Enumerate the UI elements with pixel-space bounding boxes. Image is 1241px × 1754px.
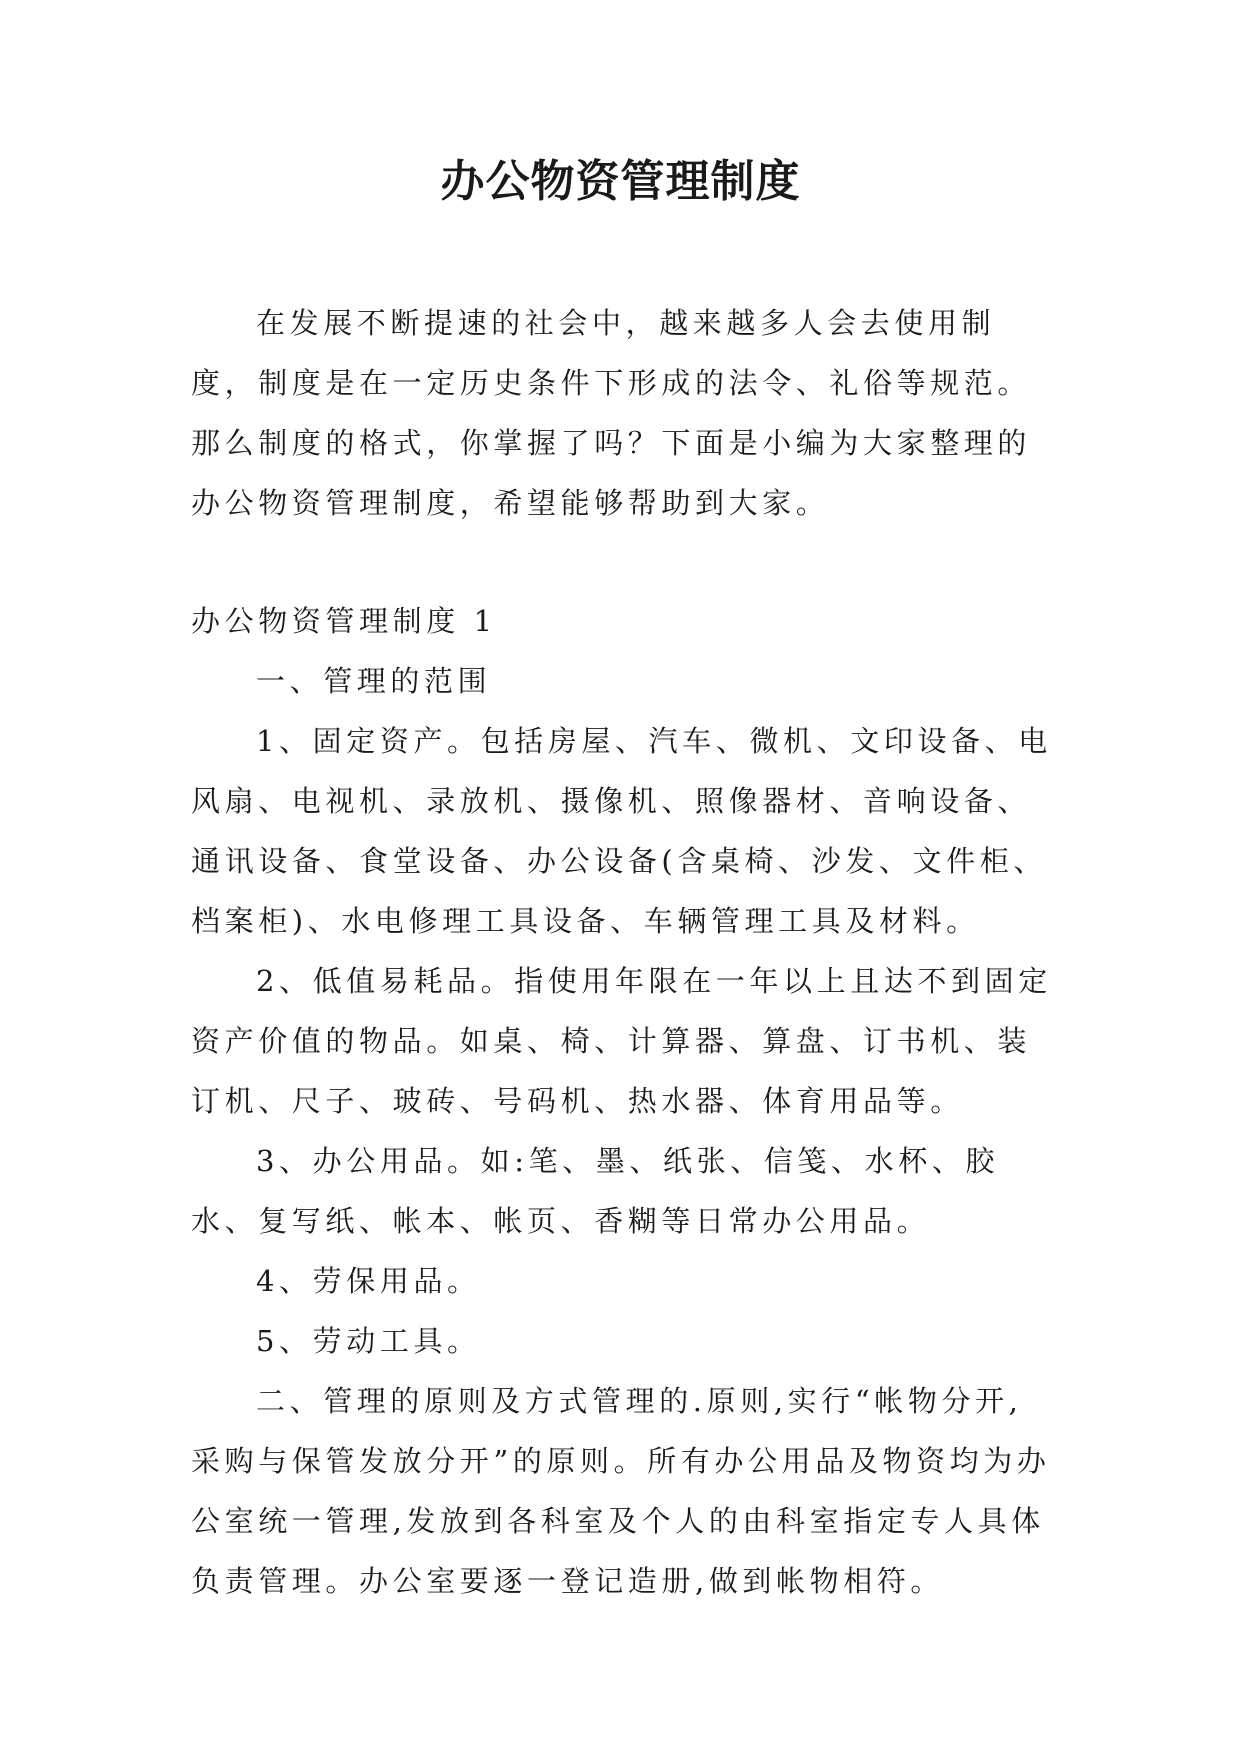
paragraph-labor-protection: 4、劳保用品。 [256,1264,481,1298]
paragraph-low-value-consumables: 2、低值易耗品。指使用年限在一年以上且达不到固定资产价值的物品。如桌、椅、计算器、算盘、订书机、装订机、尺子、玻砖、号码机、热水器、体育用品等。 [191,964,1052,1118]
paragraph-labor-tools: 5、劳动工具。 [256,1324,481,1358]
intro-paragraph: 在发展不断提速的社会中，越来越多人会去使用制度，制度是在一定历史条件下形成的法令、礼俗等规范。那么制度的格式，你掌握了吗？下面是小编为大家整理的办公物资管理制度，希望能够帮助到大家。 [191,306,1032,520]
document-title: 办公物资管理制度 [440,156,801,207]
section-heading: 办公物资管理制度 1 [191,604,497,638]
paragraph-office-supplies: 3、办公用品。如:笔、墨、纸张、信笺、水杯、胶水、复写纸、帐本、帐页、香糊等日常办公用品。 [191,1144,1000,1238]
paragraph-fixed-assets: 1、固定资产。包括房屋、汽车、微机、文印设备、电风扇、电视机、录放机、摄像机、照像器材、音响设备、通讯设备、食堂设备、办公设备(含桌椅、沙发、文件柜、档案柜)、水电修理工具设备、车辆管理工具及材料。 [191,724,1052,938]
document-body [191,293,1053,1611]
paragraph-scope-heading: 一、管理的范围 [256,664,492,698]
paragraph-management-principles: 二、管理的原则及方式管理的.原则,实行“帐物分开,采购与保管发放分开”的原则。所有办公用品及物资均为办公室统一管理,发放到各科室及个人的由科室指定专人具体负责管理。办公室要逐一登记造册,做到帐物相符。 [191,1384,1051,1598]
section-gap [191,533,1053,591]
